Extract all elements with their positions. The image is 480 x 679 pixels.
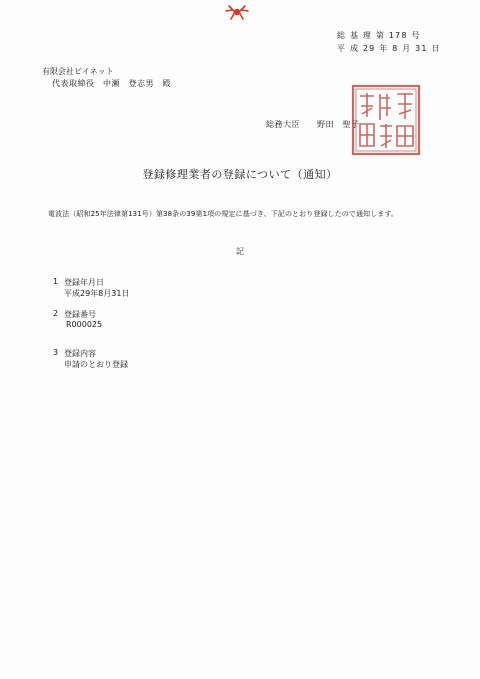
recipient-representative: 代表取締役 中瀬 登志男 殿	[52, 79, 171, 88]
item-label: 登録年月日	[64, 278, 104, 287]
document-number: 総 基 理 第 178 号	[337, 31, 421, 40]
top-mark-icon	[223, 2, 251, 22]
item-label: 登録番号	[64, 310, 96, 319]
item-value: R000025	[66, 320, 103, 329]
item-value: 平成29年8月31日	[64, 289, 130, 298]
item-number: 1	[53, 277, 59, 286]
document-title: 登録修理業者の登録について（通知）	[142, 168, 338, 181]
sender-name: 総務大臣 野田 聖子	[266, 120, 360, 129]
item-value: 申請のとおり登録	[64, 360, 128, 369]
item-number: 2	[53, 309, 59, 318]
recipient-company: 有限会社ビイネット	[42, 67, 114, 76]
item-label: 登録内容	[64, 349, 96, 358]
official-seal-icon	[351, 84, 421, 156]
ki-heading: 記	[236, 247, 244, 256]
document-date: 平 成 29 年 8 月 31 日	[337, 44, 441, 53]
item-number: 3	[53, 348, 59, 357]
body-text: 電波法（昭和25年法律第131号）第38条の39第1項の規定に基づき、下記のとおり登録したので通知します。	[48, 210, 398, 218]
